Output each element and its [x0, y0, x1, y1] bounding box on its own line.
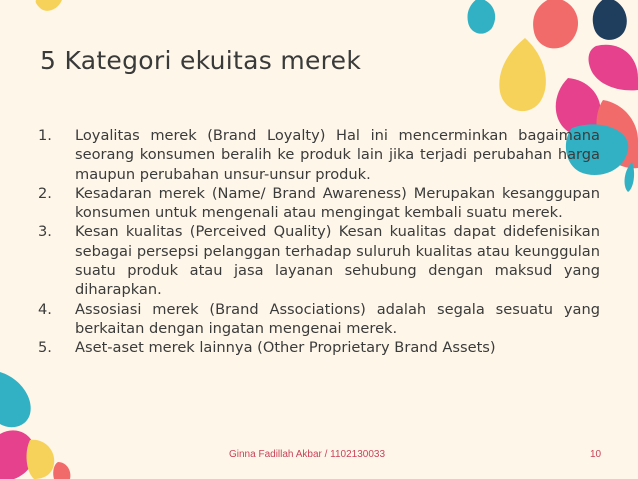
list-item-text: Kesan kualitas (Perceived Quality) Kesan kualitas dapat didefenisikan sebagai persepsi pelanggan terhadap suluruh kualitas atau keunggulan suatu produk atau jasa layanan sehubung dengan maksud yang diharapkan.: [75, 223, 600, 299]
list-item-text: Kesadaran merek (Name/ Brand Awareness) Merupakan kesanggupan konsumen untuk mengenali atau mengingat kembali suatu merek.: [75, 184, 600, 222]
page-number: 10: [590, 449, 602, 460]
slide-title: 5 Kategori ekuitas merek: [40, 46, 362, 75]
pink-drop-upper: [589, 45, 638, 91]
yellow-sliver-left: [36, 0, 62, 11]
list-item: [38, 300, 600, 339]
list-item-number: 4.: [38, 300, 52, 318]
list-item: [38, 338, 600, 357]
list-item-text: Aset-aset merek lainnya (Other Proprietary Brand Assets): [75, 339, 496, 357]
slide-footer: [0, 449, 638, 465]
list-item-number: 5.: [38, 339, 52, 357]
footer-author: Ginna Fadillah Akbar / 1102130033: [229, 449, 386, 460]
list-item-number: 1.: [38, 127, 52, 144]
yellow-drop: [499, 38, 546, 111]
list-item: [38, 222, 600, 299]
navy-drop: [593, 0, 627, 40]
list-item: [38, 184, 600, 223]
coral-drop-top: [533, 0, 578, 48]
list-item-number: 3.: [38, 223, 52, 241]
teal-drop-bottom: [0, 372, 31, 427]
list-item-number: 2.: [38, 184, 52, 202]
list-item-text: Assosiasi merek (Brand Associations) adalah segala sesuatu yang berkaitan dengan ingatan mengenai merek.: [75, 300, 600, 337]
category-list: [38, 126, 600, 358]
list-item: [38, 126, 600, 184]
teal-drop-top: [467, 0, 495, 34]
list-item-text: Loyalitas merek (Brand Loyalty) Hal ini mencerminkan bagaimana seorang konsumen beralih ke produk lain jika terjadi perubahan harga maupun perubahan unsur-unsur produk.: [75, 127, 600, 183]
